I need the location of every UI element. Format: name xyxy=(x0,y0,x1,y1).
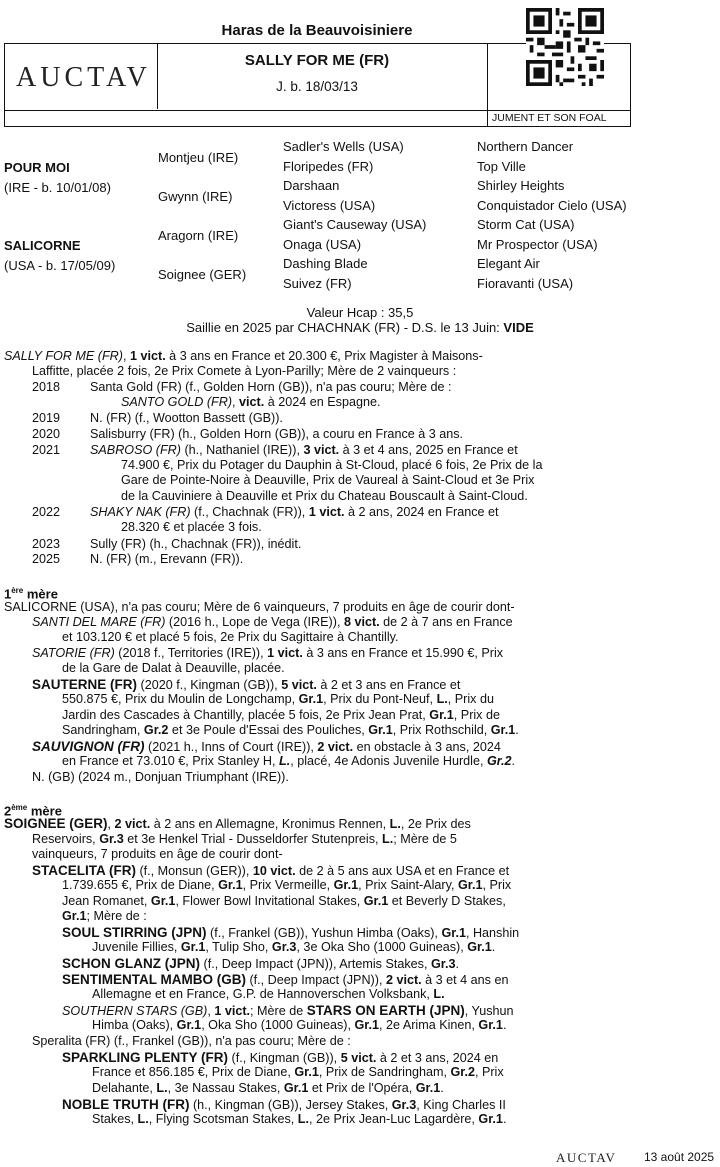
text-segment: Gr.1 xyxy=(176,1018,202,1032)
text-segment: Stakes, xyxy=(92,1112,138,1126)
produce-year: 2023 xyxy=(32,537,61,551)
text-segment: SOIGNEE (GER) xyxy=(4,816,108,831)
text-segment: (f., Kingman (GB)), xyxy=(228,1051,341,1065)
gen3-item: Dashing Blade xyxy=(283,256,368,271)
text-segment: L. xyxy=(433,987,445,1001)
text-segment: L. xyxy=(156,1081,168,1095)
text-segment: , Oka Sho (1000 Guineas), xyxy=(201,1018,355,1032)
mere1-item xyxy=(62,754,515,770)
produce-item xyxy=(90,443,518,459)
saillie-result: VIDE xyxy=(503,320,534,335)
text-segment: , Yushun xyxy=(464,1004,514,1018)
mere2-item xyxy=(92,1081,444,1097)
mere2-item xyxy=(62,909,147,925)
mere1-intro: SALICORNE (USA), n'a pas couru; Mère de 6 vainqueurs, 7 produits en âge de courir dont- xyxy=(4,600,515,614)
horse-info: J. b. 18/03/13 xyxy=(276,79,358,94)
produce-item: Sully (FR) (h., Chachnak (FR)), inédit. xyxy=(90,537,302,551)
text-segment: , King Charles II xyxy=(416,1098,506,1112)
text-segment: SHAKY NAK (FR) xyxy=(90,505,191,519)
dam-name: SALICORNE xyxy=(4,238,81,253)
produce-item xyxy=(121,395,380,411)
text-segment: , 2e Arima Kinen, xyxy=(379,1018,479,1032)
text-segment: de 2 à 7 ans en France xyxy=(379,615,513,629)
text-segment: mère xyxy=(27,803,62,819)
text-segment: à 3 et 4 ans, 2025 en France et xyxy=(339,443,518,457)
text-segment: Gr.1 xyxy=(333,878,359,892)
text-segment: L. xyxy=(137,1112,149,1126)
text-segment: et Prix de l'Opéra, xyxy=(308,1081,416,1095)
text-segment: SATORIE (FR) xyxy=(32,646,115,660)
text-segment: 2 vict. xyxy=(114,817,151,831)
text-segment: , 2e Prix des xyxy=(400,817,471,831)
mere1-item xyxy=(32,646,503,662)
text-segment: vict. xyxy=(239,395,265,409)
text-segment: ème xyxy=(11,803,28,812)
text-segment: ; Mère de : xyxy=(86,909,147,923)
text-segment: Gr.1 xyxy=(354,1018,380,1032)
text-segment: , Tulip Sho, xyxy=(205,940,272,954)
text-segment: . xyxy=(502,1112,507,1126)
text-segment: 5 vict. xyxy=(281,678,317,692)
mere2-item xyxy=(92,1018,506,1034)
text-segment: , Flower Bowl Invitational Stakes, xyxy=(175,894,364,908)
text-segment: , Flying Scotsman Stakes, xyxy=(148,1112,298,1126)
text-segment: à 3 et 4 ans en xyxy=(421,973,509,987)
saillie-text: Saillie en 2025 par CHACHNAK (FR) - D.S. le 13 Juin: xyxy=(186,320,504,335)
text-segment: , Prix de Sandringham, xyxy=(318,1065,451,1079)
mere2-item xyxy=(92,940,495,956)
text-segment: 5 vict. xyxy=(340,1051,377,1065)
produce-line xyxy=(4,349,483,365)
text-segment: 2 vict. xyxy=(317,740,354,754)
text-segment: Gr.1 xyxy=(415,1081,441,1095)
text-segment: , Prix Vermeille, xyxy=(242,878,334,892)
text-segment: (2016 h., Lope de Vega (IRE)), xyxy=(165,615,344,629)
text-segment: à 2 ans en Allemagne, Kronimus Rennen, xyxy=(150,817,390,831)
mere1-item xyxy=(62,723,519,739)
gen3-item: Sadler's Wells (USA) xyxy=(283,139,404,154)
text-segment: STARS ON EARTH (JPN) xyxy=(306,1003,465,1018)
text-segment: . xyxy=(440,1081,444,1095)
mere2-line: vainqueurs, 7 produits en âge de courir dont- xyxy=(32,847,283,861)
text-segment: L. xyxy=(382,832,394,846)
text-segment: (2021 h., Inns of Court (IRE)), xyxy=(144,740,318,754)
text-segment: et 3e Henkel Trial - Dusseldorfer Stutenpreis, xyxy=(123,832,382,846)
mere2-line xyxy=(4,816,471,833)
text-segment: SOUTHERN STARS (GB) xyxy=(62,1004,208,1018)
gen4-item: Shirley Heights xyxy=(477,178,565,193)
text-segment: NOBLE TRUTH (FR) xyxy=(62,1097,190,1112)
text-segment: à 2 ans, 2024 en France et xyxy=(344,505,499,519)
mere1-item xyxy=(62,708,500,724)
text-segment: , 3e Oka Sho (1000 Guineas), xyxy=(296,940,468,954)
gen3-item: Onaga (USA) xyxy=(283,236,362,252)
gen2-dam-sire: Aragorn (IRE) xyxy=(158,228,239,243)
text-segment: 1 vict. xyxy=(267,646,303,660)
text-segment: L. xyxy=(297,1112,309,1126)
sire-name: POUR MOI xyxy=(4,160,70,175)
text-segment: ; Mère de xyxy=(250,1004,307,1018)
text-segment: (h., Nathaniel (IRE)), xyxy=(180,443,304,457)
text-segment: Gr.1 xyxy=(441,926,466,940)
text-segment: L. xyxy=(279,754,291,768)
sire-info: (IRE - b. 10/01/08) xyxy=(4,179,111,195)
mere1-item: N. (GB) (2024 m., Donjuan Triumphant (IRE)). xyxy=(32,770,289,784)
text-segment: SAUVIGNON (FR) xyxy=(32,739,145,754)
text-segment: Gr.1 xyxy=(478,1112,503,1126)
text-segment: . xyxy=(455,957,459,971)
produce-item xyxy=(90,505,499,521)
gen4-item: Mr Prospector (USA) xyxy=(477,236,598,252)
text-segment: Sandringham, xyxy=(62,723,144,737)
text-segment: , Prix de xyxy=(453,708,500,722)
produce-year: 2019 xyxy=(32,411,61,425)
text-segment: Jardin des Cascades à Chantilly, placée 5 fois, 2e Prix Jean Prat, xyxy=(62,708,430,722)
text-segment: , placé, 4e Adonis Juvenile Hurdle, xyxy=(290,754,487,768)
text-segment: de 2 à 5 ans aux USA et en France et xyxy=(295,864,510,878)
mere2-item xyxy=(92,1065,504,1081)
text-segment: en obstacle à 3 ans, 2024 xyxy=(353,740,501,754)
produce-year: 2021 xyxy=(32,443,61,457)
mere1-item: de la Gare de Dalat à Deauville, placée. xyxy=(62,661,285,675)
gen3-item: Victoress (USA) xyxy=(283,197,376,213)
produce-item: Santa Gold (FR) (f., Golden Horn (GB)), n'a pas couru; Mère de : xyxy=(90,380,452,394)
text-segment: à 3 ans en France et 20.300 €, Prix Magister à Maisons- xyxy=(165,349,483,363)
text-segment: , Prix xyxy=(474,1065,504,1079)
text-segment: Gr.1 xyxy=(368,723,393,737)
text-segment: (2020 f., Kingman (GB)), xyxy=(137,678,282,692)
gen4-item: Top Ville xyxy=(477,158,526,174)
text-segment: Gr.1 xyxy=(180,940,206,954)
text-segment: Gr.3 xyxy=(271,940,297,954)
text-segment: Juvenile Fillies, xyxy=(92,940,181,954)
mere2-item xyxy=(62,956,459,973)
text-segment: 2 vict. xyxy=(385,973,422,987)
text-segment: STACELITA (FR) xyxy=(32,863,136,878)
text-segment: . xyxy=(515,723,519,737)
text-segment: , xyxy=(122,349,130,363)
gen2-sire-sire: Montjeu (IRE) xyxy=(158,150,239,165)
text-segment: 3 vict. xyxy=(303,443,340,457)
text-segment: , Hanshin xyxy=(465,926,520,940)
text-segment: France et 856.185 €, Prix de Diane, xyxy=(92,1065,295,1079)
text-segment: SOUL STIRRING (JPN) xyxy=(62,925,207,940)
lot-type-label: JUMENT ET SON FOAL xyxy=(492,112,607,124)
produce-item: 28.320 € et placée 3 fois. xyxy=(121,520,262,534)
gen4-item: Elegant Air xyxy=(477,256,540,271)
text-segment: . xyxy=(491,940,496,954)
gen4-item: Conquistador Cielo (USA) xyxy=(477,197,627,213)
text-segment: . xyxy=(511,754,515,768)
text-segment: Gr.2 xyxy=(450,1065,475,1079)
text-segment: 1 vict. xyxy=(308,505,345,519)
text-segment: 8 vict. xyxy=(343,615,380,629)
gen3-item: Suivez (FR) xyxy=(283,275,352,291)
text-segment: L. xyxy=(389,817,401,831)
text-segment: Gr.3 xyxy=(430,957,456,971)
produce-item: N. (FR) (m., Erevann (FR)). xyxy=(90,552,244,566)
text-segment: SPARKLING PLENTY (FR) xyxy=(62,1050,229,1065)
text-segment: Gr.1 xyxy=(294,1065,319,1079)
footer-date: 13 août 2025 xyxy=(644,1150,715,1164)
produce-year: 2018 xyxy=(32,380,61,394)
produce-year: 2025 xyxy=(32,552,61,566)
text-segment: Gr.1 xyxy=(218,878,243,892)
mere2-item xyxy=(62,878,511,894)
text-segment: Gr.3 xyxy=(391,1098,417,1112)
text-segment: , Prix xyxy=(482,878,512,892)
text-segment: à 2 et 3 ans en France et xyxy=(316,678,461,692)
produce-item: 74.900 €, Prix du Potager du Dauphin à St-Cloud, placé 6 fois, 2e Prix de la xyxy=(121,458,543,472)
text-segment: , xyxy=(207,1004,215,1018)
gen3-item: Darshaan xyxy=(283,178,340,193)
text-segment: (f., Chachnak (FR)), xyxy=(190,505,309,519)
text-segment: , Prix du xyxy=(447,692,494,706)
text-segment: Gr.1 xyxy=(150,894,176,908)
text-segment: Reservoirs, xyxy=(32,832,100,846)
text-segment: et Beverly D Stakes, xyxy=(388,894,506,908)
text-segment: Gr.1 xyxy=(363,894,389,908)
text-segment: à 3 ans en France et 15.990 €, Prix xyxy=(302,646,504,660)
gen3-item: Giant's Causeway (USA) xyxy=(283,217,427,232)
text-segment: (2018 f., Territories (IRE)), xyxy=(114,646,268,660)
text-segment: . xyxy=(502,1018,507,1032)
text-segment: SCHON GLANZ (JPN) xyxy=(62,956,200,971)
text-segment: 550.875 €, Prix du Moulin de Longchamp, xyxy=(62,692,299,706)
gen4-item: Fioravanti (USA) xyxy=(477,275,574,291)
text-segment: 2 xyxy=(4,803,12,819)
produce-year: 2020 xyxy=(32,427,61,441)
text-segment: Gr.1 xyxy=(490,723,516,737)
text-segment: SAUTERNE (FR) xyxy=(32,677,137,692)
produce-item: Salisburry (FR) (h., Golden Horn (GB)), a couru en France à 3 ans. xyxy=(90,427,464,441)
text-segment: SABROSO (FR) xyxy=(90,443,181,457)
produce-year: 2022 xyxy=(32,505,61,519)
text-segment: , xyxy=(107,817,115,831)
text-segment: 1.739.655 €, Prix de Diane, xyxy=(62,878,219,892)
gen4-item: Northern Dancer xyxy=(477,139,574,154)
text-segment: (f., Monsun (GER)), xyxy=(135,864,253,878)
text-segment: , 2e Prix Jean-Luc Lagardère, xyxy=(309,1112,479,1126)
breeder-title: Haras de la Beauvoisiniere xyxy=(221,22,413,39)
text-segment: , Prix Saint-Alary, xyxy=(358,878,458,892)
text-segment: Gr.1 xyxy=(467,940,492,954)
text-segment: (f., Frankel (GB)), Yushun Himba (Oaks), xyxy=(206,926,442,940)
text-segment: et 3e Poule d'Essai des Pouliches, xyxy=(168,723,369,737)
text-segment: (h., Kingman (GB)), Jersey Stakes, xyxy=(189,1098,392,1112)
text-segment: Himba (Oaks), xyxy=(92,1018,177,1032)
text-segment: SANTI DEL MARE (FR) xyxy=(32,615,166,629)
text-segment: , Prix du Pont-Neuf, xyxy=(323,692,437,706)
text-segment: Gr.1 xyxy=(457,878,483,892)
text-segment: 1 xyxy=(4,586,12,602)
text-segment: Gr.1 xyxy=(62,909,87,923)
text-segment: L. xyxy=(436,692,448,706)
produce-item: N. (FR) (f., Wootton Bassett (GB)). xyxy=(90,411,283,425)
text-segment: mère xyxy=(23,586,58,602)
mere1-item xyxy=(32,615,513,631)
produce-item: de la Cauviniere à Deauville et Prix du Chateau Bouscault à Saint-Cloud. xyxy=(121,489,528,503)
mere2-line xyxy=(32,832,457,848)
text-segment: ère xyxy=(11,586,24,595)
mere1-item xyxy=(62,692,494,708)
text-segment: Gr.1 xyxy=(283,1081,309,1095)
text-segment: SALLY FOR ME (FR) xyxy=(4,349,123,363)
text-segment: Gr.2 xyxy=(486,754,512,768)
text-segment: en France et 73.010 €, Prix Stanley H, xyxy=(62,754,280,768)
text-segment: 1 vict. xyxy=(214,1004,251,1018)
mere2-item: Speralita (FR) (f., Frankel (GB)), n'a pas couru; Mère de : xyxy=(32,1034,351,1048)
text-segment: à 2024 en Espagne. xyxy=(264,395,381,409)
text-segment: Jean Romanet, xyxy=(62,894,151,908)
produce-item: Gare de Pointe-Noire à Deauville, Prix de Vaureal à Saint-Cloud et 3e Prix xyxy=(121,473,535,487)
text-segment: , xyxy=(232,395,240,409)
footer-logo: AUCTAV xyxy=(556,1150,617,1165)
text-segment: (f., Deep Impact (JPN)), Artemis Stakes, xyxy=(200,957,431,971)
text-segment: Gr.3 xyxy=(99,832,124,846)
text-segment: Gr.1 xyxy=(298,692,324,706)
gen2-dam-dam: Soignee (GER) xyxy=(158,267,247,282)
mere1-item: et 103.120 € et placé 5 fois, 2e Prix du Sagittaire à Chantilly. xyxy=(62,630,399,644)
horse-name: SALLY FOR ME (FR) xyxy=(244,52,390,69)
gen3-item: Floripedes (FR) xyxy=(283,158,374,174)
text-segment: Gr.2 xyxy=(143,723,169,737)
mere2-item xyxy=(62,894,506,910)
text-segment: Delahante, xyxy=(92,1081,157,1095)
text-segment: ; Mère de 5 xyxy=(393,832,457,846)
auctav-logo: AUCTAV xyxy=(16,62,151,93)
dam-info: (USA - b. 17/05/09) xyxy=(4,257,116,273)
gen2-sire-dam: Gwynn (IRE) xyxy=(158,189,233,204)
mere2-item xyxy=(92,987,445,1003)
text-segment: , Prix Rothschild, xyxy=(392,723,491,737)
text-segment: 1 vict. xyxy=(129,349,166,363)
text-segment: (f., Deep Impact (JPN)), xyxy=(245,973,386,987)
text-segment: SANTO GOLD (FR) xyxy=(121,395,233,409)
produce-line: Laffitte, placée 2 fois, 2e Prix Comete à Lyon-Parilly; Mère de 2 vainqueurs : xyxy=(32,364,457,378)
hcap-value: Valeur Hcap : 35,5 xyxy=(306,305,414,320)
text-segment: Gr.1 xyxy=(429,708,454,722)
text-segment: à 2 et 3 ans, 2024 en xyxy=(376,1051,499,1065)
text-segment: 10 vict. xyxy=(252,864,296,878)
text-segment: , 3e Nassau Stakes, xyxy=(167,1081,284,1095)
text-segment: Gr.1 xyxy=(478,1018,503,1032)
text-segment: Allemagne et en France, G.P. de Hannoverschen Volksbank, xyxy=(92,987,434,1001)
mere2-item xyxy=(92,1112,506,1128)
gen4-item: Storm Cat (USA) xyxy=(477,217,575,232)
text-segment: SENTIMENTAL MAMBO (GB) xyxy=(62,972,246,987)
